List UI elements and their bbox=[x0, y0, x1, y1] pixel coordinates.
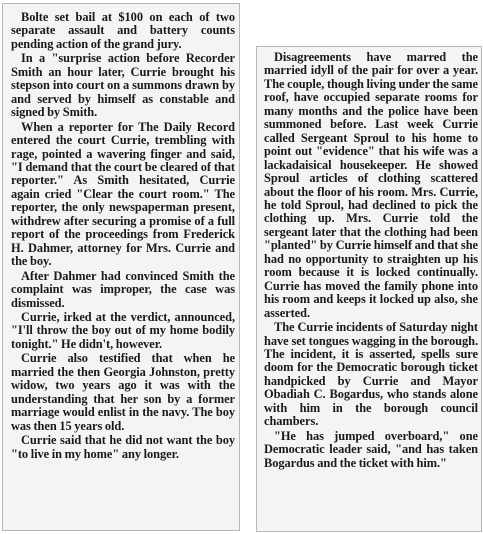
left-paragraph-5: Currie, irked at the verdict, announced, "I'll throw the boy out of my home bodily tonight." He didn't, however. bbox=[11, 309, 235, 351]
right-paragraph-2: The Currie incidents of Saturday night have set tongues wagging in the borough. The incident, it is asserted, spells sure doom for the Democratic borough ticket handpicked by Currie and Mayor Obadiah C. Bogardus, who stands alone with him in the borough council chambers. bbox=[264, 320, 478, 429]
right-paragraph-3: "He has jumped overboard," one Democratic leader said, "and has taken Bogardus and the ticket with him." bbox=[264, 428, 478, 470]
left-paragraph-4: After Dahmer had convinced Smith the complaint was improper, the case was dismissed. bbox=[11, 268, 235, 310]
left-paragraph-3: When a reporter for The Daily Record entered the court Currie, trembling with rage, pointed a wavering finger and said, "I demand that the court be cleared of that reporter." As Smith hesitated, Currie again cried "Clear the court room." The reporter, the only newspaperman present, withdrew after securing a promise of a full report of the proceedings from Frederick H. Dahmer, attorney for Mrs. Currie and the boy. bbox=[11, 119, 235, 269]
article-column-right bbox=[256, 46, 482, 532]
left-paragraph-1: Bolte set bail at $100 on each of two separate assault and battery counts pending action of the grand jury. bbox=[11, 10, 235, 51]
left-paragraph-2: In a "surprise action before Recorder Smith an hour later, Currie brought his stepson into court on a summons drawn by and served by himself as constable and signed by Smith. bbox=[11, 51, 235, 120]
article-column-left bbox=[2, 3, 240, 531]
left-paragraph-7: Currie said that he did not want the boy "to live in my home" any longer. bbox=[11, 433, 235, 461]
left-paragraph-6: Currie also testified that when he married the then Georgia Johnston, pretty widow, two years ago it was with the understanding that her son by a former marriage would enlist in the navy. The boy was then 15 years old. bbox=[11, 351, 235, 433]
right-paragraph-1: Disagreements have marred the married idyll of the pair for over a year. The couple, though living under the same roof, have occupied separate rooms for many months and the police have been summoned before. Last week Currie called Sergeant Sproul to his home to point out "evidence" that his wife was a lackadaisical housekeeper. He showed Sproul articles of clothing scattered about the floor of his room. Mrs. Currie, he told Sproul, had declined to pick the clothing up. Mrs. Currie told the sergeant later that the clothing had been "planted" by Currie himself and that she had no opportunity to straighten up his room because it is locked continually. Currie has moved the family phone into his room and keeps it locked up also, she asserted. bbox=[264, 50, 478, 320]
